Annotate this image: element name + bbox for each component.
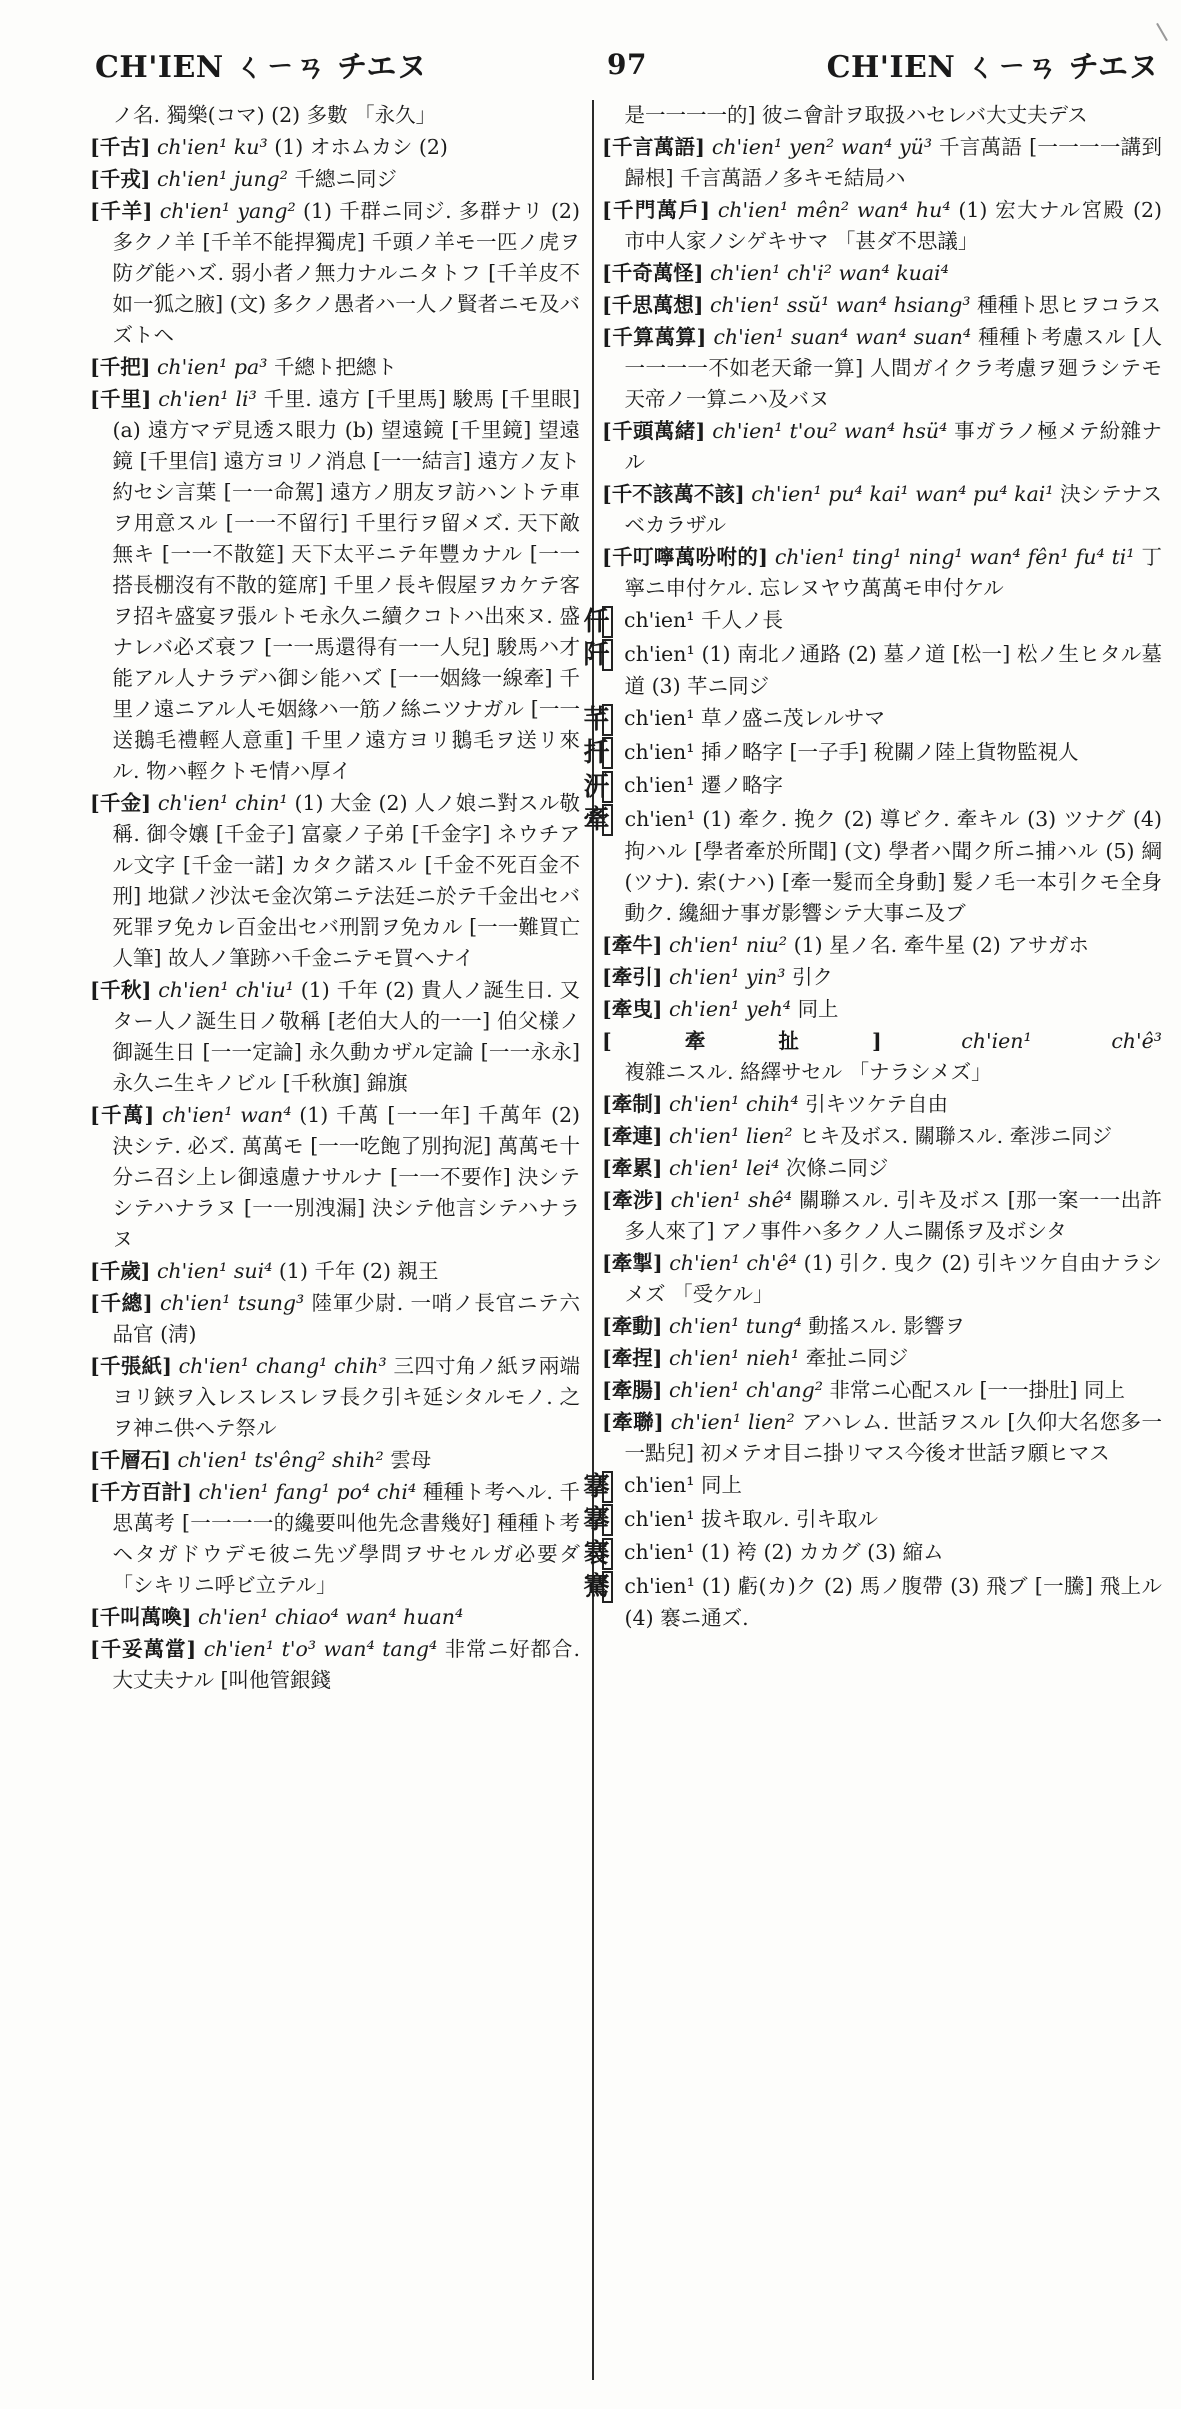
entry-definition: 事ガラノ極メテ紛雜ナル [624, 419, 1162, 474]
dictionary-entry [602, 1153, 1162, 1184]
dictionary-entry [90, 1351, 580, 1444]
entry-definition: 引キツケテ自由 [805, 1092, 948, 1116]
entry-romanization: ch'ien¹ nieh¹ [668, 1346, 800, 1370]
entry-romanization: ch'ien¹ niu² [668, 933, 788, 957]
entry-definition: 拔キ取ル. 引キ取ル [700, 1506, 879, 1531]
dictionary-entry [602, 290, 1162, 321]
dictionary-entry [90, 1602, 580, 1633]
entry-romanization: ch'ien¹ yeh⁴ [668, 997, 792, 1021]
entry-headword: [牽扯] [602, 1029, 882, 1053]
entry-romanization: ch'ien¹ lien² [668, 1124, 793, 1148]
dictionary-entry [90, 975, 580, 1099]
entry-headword: 仟 [602, 606, 613, 638]
entry-definition: 複雜ニスル. 絡繹サセル 「ナラシメズ」 [624, 1060, 992, 1084]
running-head [95, 42, 1159, 86]
dictionary-entry [90, 1445, 580, 1476]
entry-definition: 牽扯ニ同ジ [805, 1346, 909, 1370]
entry-romanization: ch'ien¹ [624, 706, 695, 730]
entry-definition: 非常ニ心配スル [一一掛肚] 同上 [829, 1378, 1126, 1402]
entry-romanization: ch'ien¹ [624, 608, 695, 632]
entry-headword: [千把] [90, 355, 151, 379]
dictionary-entry [602, 1375, 1162, 1406]
entry-definition: 決シテナスベカラザル [624, 482, 1162, 537]
entry-romanization: ch'ien¹ li³ [158, 387, 257, 411]
entry-headword: [千門萬戶] [602, 198, 710, 222]
entry-headword: [千里] [90, 387, 152, 411]
entry-definition: 三四寸角ノ紙ヲ兩端ヨリ鋏ヲ入レスレスレヲ長ク引キ延シタルモノ. 之ヲ神ニ供ヘテ祭ル [112, 1354, 580, 1440]
entry-romanization: ch'ien¹ [624, 641, 695, 666]
entry-headword: 牽 [602, 804, 613, 836]
entry-definition: (1) 引ク. 曳ク (2) 引キツケ自由ナラシメズ 「受ケル」 [624, 1251, 1162, 1306]
entry-romanization: ch'ien¹ t'o³ wan⁴ tang⁴ [203, 1637, 438, 1661]
dictionary-entry [602, 962, 1162, 993]
dictionary-entry [602, 542, 1162, 604]
dictionary-entry [602, 258, 1162, 289]
dictionary-entry [602, 1248, 1162, 1310]
entry-headword: [牽掣] [602, 1251, 663, 1275]
entry-headword: [千層石] [90, 1448, 171, 1472]
entry-headword: [牽累] [602, 1156, 663, 1180]
dictionary-entry [583, 804, 1162, 930]
dictionary-entry [583, 770, 1162, 803]
entry-headword: [牽連] [602, 1124, 663, 1148]
dictionary-entry [583, 703, 1162, 736]
dictionary-entry [583, 1537, 1162, 1570]
entry-definition: 揷ノ略字 [一子手] 稅關ノ陸上貨物監視人 [700, 739, 1079, 764]
entry-romanization: ch'ien¹ pu⁴ kai¹ wan⁴ pu⁴ kai¹ [751, 482, 1054, 506]
dictionary-entry [602, 195, 1162, 257]
entry-definition: 種種ト考ヘル. 千思萬考 [一一一一的纔要叫他先念書幾好] 種種ト考ヘタガドウデモ彼ニ先ヅ學問ヲサセルガ必要ダ 「シキリニ呼ビ立テル」 [112, 1480, 580, 1597]
entry-headword: [千歲] [90, 1259, 151, 1283]
dictionary-entry [602, 1121, 1162, 1152]
dictionary-entry [90, 164, 580, 195]
entry-definition: (1) 袴 (2) カカグ (3) 縮ム [700, 1540, 944, 1564]
dictionary-entry [90, 1288, 580, 1350]
entry-headword: [千方百計] [90, 1480, 192, 1504]
dictionary-entry [583, 639, 1162, 703]
dictionary-entry [602, 322, 1162, 415]
entry-romanization: ch'ien¹ ts'êng² shih² [177, 1448, 384, 1472]
dictionary-entry [602, 1343, 1162, 1374]
entry-definition: 遷ノ略字 [700, 773, 783, 797]
entry-headword: [千萬] [90, 1103, 155, 1127]
dictionary-entry [583, 1571, 1162, 1635]
entry-romanization: ch'ien¹ jung² [156, 167, 288, 191]
entry-definition: (1) 千年 (2) 親王 [278, 1259, 439, 1283]
dictionary-entry [602, 100, 1162, 131]
entry-definition: 千人ノ長 [700, 608, 783, 632]
entry-romanization: ch'ien¹ ch'ang² [668, 1378, 823, 1402]
dictionary-entry [90, 1477, 580, 1601]
entry-romanization: ch'ien¹ yen² wan⁴ yü³ [711, 135, 933, 159]
entry-romanization: ch'ien¹ [624, 1473, 695, 1497]
entry-definition: 陸軍少尉. 一哨ノ長官ニテ六品官 (淸) [112, 1291, 580, 1346]
entry-definition: 是一一一一的] 彼ニ會計ヲ取扱ハセレバ大丈夫デス [624, 103, 1088, 127]
entry-headword: 騫 [602, 1571, 613, 1603]
right-column [583, 100, 1162, 2380]
dictionary-entry [90, 100, 580, 131]
entry-headword: 芊 [602, 704, 613, 736]
entry-headword: [千言萬語] [602, 135, 705, 159]
entry-headword: [千秋] [90, 978, 152, 1002]
entry-definition: (1) 宏大ナル宮殿 (2) 市中人家ノシゲキサマ 「甚ダ不思議」 [624, 198, 1162, 253]
entry-definition: (1) 牽ク. 挽ク (2) 導ビク. 牽キル (3) ツナグ (4) 拘ハル [學者牽於所聞] (文) 學者ハ聞ク所ニ捕ハル (5) 綱(ツナ). 索(ナハ) [牽一髮而全身動] 髮ノ毛一本引クモ全身動ク. 纔細ナ事ガ影響シテ大事ニ及ブ [624, 806, 1162, 925]
entry-romanization: ch'ien¹ ting¹ ning¹ wan⁴ fên¹ fu⁴ ti¹ [774, 545, 1135, 569]
dictionary-entry [602, 416, 1162, 478]
entry-headword: 扦 [602, 737, 613, 769]
entry-definition: (1) 千年 (2) 貴人ノ誕生日. 又ター人ノ誕生日ノ敬稱 [老伯大人的一一] 伯父樣ノ御誕生日 [一一定論] 永久動カザル定論 [一一永永] 永久ニ生キノビル [千秋旗] 錦旗 [112, 978, 580, 1095]
entry-definition: 千里. 遠方 [千里馬] 駿馬 [千里眼] (a) 遠方マデ見透ス眼力 (b) 望遠鏡 [千里鏡] 望遠鏡 [千里信] 遠方ヨリノ消息 [一一結言] 遠方ノ友ト約セシ言葉 [一一命駕] 遠方ノ朋友ヲ訪ハントテ車ヲ用意スル [一一不留行] 千里行ヲ留メズ. 天下敵無キ [一一不散筵] 天下太平ニテ年豐カナル [一一搭長棚沒有不散的筵席] 千里ノ長キ假屋ヲカケテ客ヲ招キ盛宴ヲ張ルトモ永久ニ續クコトハ出來ヌ. 盛ナレバ必ズ衰フ [一一馬還得有一一人兒] 駿馬ハ才能アル人ナラデハ御シ能ハズ [一一姻緣一線牽] 千里ノ遠ニアル人モ姻緣ハ一筋ノ絲ニツナガル [一一送鵝毛禮輕人意重] 千里ノ遠方ヨリ鵝毛ヲ送リ來ル. 物ハ輕クトモ情ハ厚イ [112, 387, 580, 783]
entry-romanization: ch'ien¹ ch'i² wan⁴ kuai⁴ [709, 261, 949, 285]
dictionary-entry [583, 737, 1162, 770]
dictionary-entry [602, 1089, 1162, 1120]
entry-definition: 關聯スル. 引キ及ボス [那一案一一出許多人來了] アノ事件ハ多クノ人ニ關係ヲ及ボシタ [624, 1188, 1162, 1243]
entry-definition: 次條ニ同ジ [785, 1156, 889, 1180]
entry-definition: 非常ニ好都合. 大丈夫ナル [叫他管銀錢 [112, 1637, 580, 1692]
entry-headword: [牽曳] [602, 997, 663, 1021]
entry-definition: 千言萬語 [一一一一講到歸根] 千言萬語ノ多キモ結局ハ [624, 135, 1162, 190]
entry-romanization: ch'ien¹ chih⁴ [668, 1092, 799, 1116]
entry-headword: [牽捏] [602, 1346, 663, 1370]
entry-romanization: ch'ien¹ [624, 1506, 695, 1531]
dictionary-entry [602, 1311, 1162, 1342]
entry-romanization: ch'ien¹ wan⁴ [162, 1103, 292, 1127]
entry-romanization: ch'ien¹ lien² [670, 1410, 795, 1434]
entry-definition: 同上 [700, 1473, 742, 1497]
entry-definition: 千總ニ同ジ [294, 167, 398, 191]
entry-headword: [牽牛] [602, 933, 663, 957]
left-column [90, 100, 580, 2380]
dictionary-entry [602, 1185, 1162, 1247]
entry-romanization: ch'ien¹ ssŭ¹ wan⁴ hsiang³ [709, 293, 971, 317]
dictionary-entry [583, 605, 1162, 638]
entry-romanization: ch'ien¹ yin³ [668, 965, 786, 989]
entry-romanization: ch'ien¹ ch'ê⁴ [669, 1251, 797, 1275]
entry-headword: [千叮嚀萬吩咐的] [602, 545, 768, 569]
entry-headword: [千古] [90, 135, 151, 159]
dictionary-entry [90, 1634, 580, 1696]
entry-definition: (1) オホムカシ (2) [274, 135, 448, 159]
entry-romanization: ch'ien¹ tsung³ [160, 1291, 305, 1315]
entry-romanization: ch'ien¹ mên² wan⁴ hu⁴ [717, 198, 951, 222]
entry-headword: 阡 [602, 639, 613, 671]
entry-headword: [千戎] [90, 167, 151, 191]
entry-headword: 搴 [602, 1471, 613, 1503]
entry-romanization: ch'ien¹ [624, 1540, 695, 1564]
entry-headword: [千奇萬怪] [602, 261, 704, 285]
entry-romanization: ch'ien¹ [624, 739, 695, 764]
entry-romanization: ch'ien¹ suan⁴ wan⁴ suan⁴ [713, 325, 972, 349]
entry-headword: 搴 [602, 1504, 613, 1536]
entry-romanization: ch'ien¹ shê⁴ [670, 1188, 793, 1212]
entry-romanization: ch'ien¹ fang¹ po⁴ chi⁴ [198, 1480, 417, 1504]
entry-headword: [牽制] [602, 1092, 663, 1116]
page-number: 97 [607, 47, 647, 81]
entry-headword: [千張紙] [90, 1354, 172, 1378]
dictionary-entry [602, 1026, 1162, 1088]
entry-definition: ヒキ及ボス. 關聯スル. 牽涉ニ同ジ [799, 1124, 1113, 1148]
entry-headword: [千妥萬當] [90, 1637, 197, 1661]
dictionary-entry [90, 132, 580, 163]
dictionary-entry [583, 1504, 1162, 1537]
entry-definition: (1) 南北ノ通路 (2) 墓ノ道 [松一] 松ノ生ヒタル墓道 (3) 芊ニ同ジ [624, 641, 1162, 698]
entry-definition: 種種ト考慮スル [人一一一一不如老天爺一算] 人間ガイクラ考慮ヲ廻ラシテモ天帝ノ一算ニハ及バヌ [624, 325, 1162, 411]
dictionary-entry [90, 196, 580, 351]
dictionary-entry [602, 132, 1162, 194]
entry-definition: 千總ト把總ト [273, 355, 397, 379]
entry-definition: 引ク [791, 965, 833, 989]
entry-headword: [千思萬想] [602, 293, 704, 317]
dictionary-entry [90, 384, 580, 787]
dictionary-entry [583, 1470, 1162, 1503]
entry-headword: [千算萬算] [602, 325, 707, 349]
entry-headword: [牽涉] [602, 1188, 664, 1212]
entry-definition: アハレム. 世話ヲスル [久仰大名您多一一點兒] 初メテオ目ニ掛リマス今後オ世話ヲ願ヒマス [624, 1410, 1162, 1465]
entry-romanization: ch'ien¹ sui⁴ [156, 1259, 273, 1283]
entry-headword: [千金] [90, 791, 152, 815]
dictionary-entry [90, 352, 580, 383]
entry-romanization: ch'ien¹ chin¹ [157, 791, 288, 815]
entry-romanization: ch'ien¹ lei⁴ [668, 1156, 780, 1180]
entry-definition: (1) 星ノ名. 牽牛星 (2) アサガホ [793, 933, 1089, 957]
entry-romanization: ch'ien¹ ch'iu¹ [158, 978, 294, 1002]
running-head-right: CH'IEN ㄑㄧㄢ チエヌ [826, 50, 1159, 85]
entry-definition: 同上 [797, 997, 839, 1021]
scan-mark [1156, 23, 1168, 41]
dictionary-entry [90, 1256, 580, 1287]
entry-definition: 草ノ盛ニ茂レルサマ [700, 706, 885, 730]
dictionary-entry [602, 930, 1162, 961]
entry-headword: 褰 [602, 1538, 613, 1570]
entry-headword: [千不該萬不該] [602, 482, 745, 506]
entry-headword: [千頭萬緒] [602, 419, 706, 443]
entry-romanization: ch'ien¹ pa³ [156, 355, 268, 379]
entry-headword: 汧 [602, 771, 613, 803]
entry-definition: (1) 大金 (2) 人ノ娘ニ對スル敬稱. 御令孃 [千金子] 富豪ノ子弟 [千金字] ネウチアル文字 [千金一諾] カタク諾スル [千金不死百金不刑] 地獄ノ沙汰モ金次第ニテ法廷ニ於テ千金出セバ死罪ヲ免カレ百金出セバ刑罰ヲ免カル [一一難買亡人筆] 故人ノ筆跡ハ千金ニテモ買ヘナイ [112, 791, 580, 970]
entry-romanization: ch'ien¹ [624, 806, 696, 831]
entry-definition: (1) 虧(カ)ク (2) 馬ノ腹帶 (3) 飛ブ [一騰] 飛上ル (4) 褰ニ通ズ. [624, 1573, 1162, 1630]
entry-romanization: ch'ien¹ [624, 773, 695, 797]
entry-headword: [牽動] [602, 1314, 663, 1338]
dictionary-entry [90, 1100, 580, 1255]
column-divider [592, 100, 594, 2380]
dictionary-entry [90, 788, 580, 974]
entry-romanization: ch'ien¹ ch'ê³ [961, 1029, 1162, 1053]
entry-romanization: ch'ien¹ t'ou² wan⁴ hsü⁴ [712, 419, 948, 443]
entry-definition: (1) 千群ニ同ジ. 多群ナリ (2) 多クノ羊 [千羊不能捍獨虎] 千頭ノ羊モ一匹ノ虎ヲ防グ能ハズ. 弱小者ノ無力ナルニタトフ [千羊皮不如一狐之腋] (文) 多クノ愚者ハ一人ノ賢者ニモ及バズトヘ [112, 199, 580, 347]
entry-definition: (1) 千萬 [一一年] 千萬年 (2) 決シテ. 必ズ. 萬萬モ [一一吃飽了別拘泥] 萬萬モ十分ニ召シ上レ御遠慮ナサルナ [一一不要作] 決シテシテハナラヌ [一一別洩漏] 決シテ他言シテハナラヌ [112, 1103, 580, 1251]
entry-romanization: ch'ien¹ chang¹ chih³ [178, 1354, 387, 1378]
entry-headword: [千總] [90, 1291, 153, 1315]
entry-headword: [千叫萬喚] [90, 1605, 192, 1629]
entry-romanization: ch'ien¹ tung⁴ [668, 1314, 802, 1338]
entry-headword: [千羊] [90, 199, 153, 223]
entry-headword: [牽引] [602, 965, 663, 989]
entry-headword: [牽聯] [602, 1410, 664, 1434]
entry-romanization: ch'ien¹ [624, 1573, 695, 1598]
entry-definition: 種種ト思ヒヲコラス [977, 293, 1162, 317]
entry-romanization: ch'ien¹ chiao⁴ wan⁴ huan⁴ [197, 1605, 464, 1629]
entry-definition: 雲母 [390, 1448, 432, 1472]
dictionary-entry [602, 1407, 1162, 1469]
dictionary-entry [602, 479, 1162, 541]
entry-definition: 丁寧ニ申付ケル. 忘レヌヤウ萬萬モ申付ケル [624, 545, 1162, 600]
dictionary-entry [602, 994, 1162, 1025]
running-head-left: CH'IEN ㄑㄧㄢ チエヌ [95, 50, 428, 85]
entry-romanization: ch'ien¹ ku³ [156, 135, 268, 159]
entry-definition: ノ名. 獨樂(コマ) (2) 多數 「永久」 [112, 103, 437, 127]
entry-headword: [牽腸] [602, 1378, 663, 1402]
entry-romanization: ch'ien¹ yang² [159, 199, 296, 223]
entry-definition: 動搖スル. 影響ヲ [808, 1314, 965, 1338]
